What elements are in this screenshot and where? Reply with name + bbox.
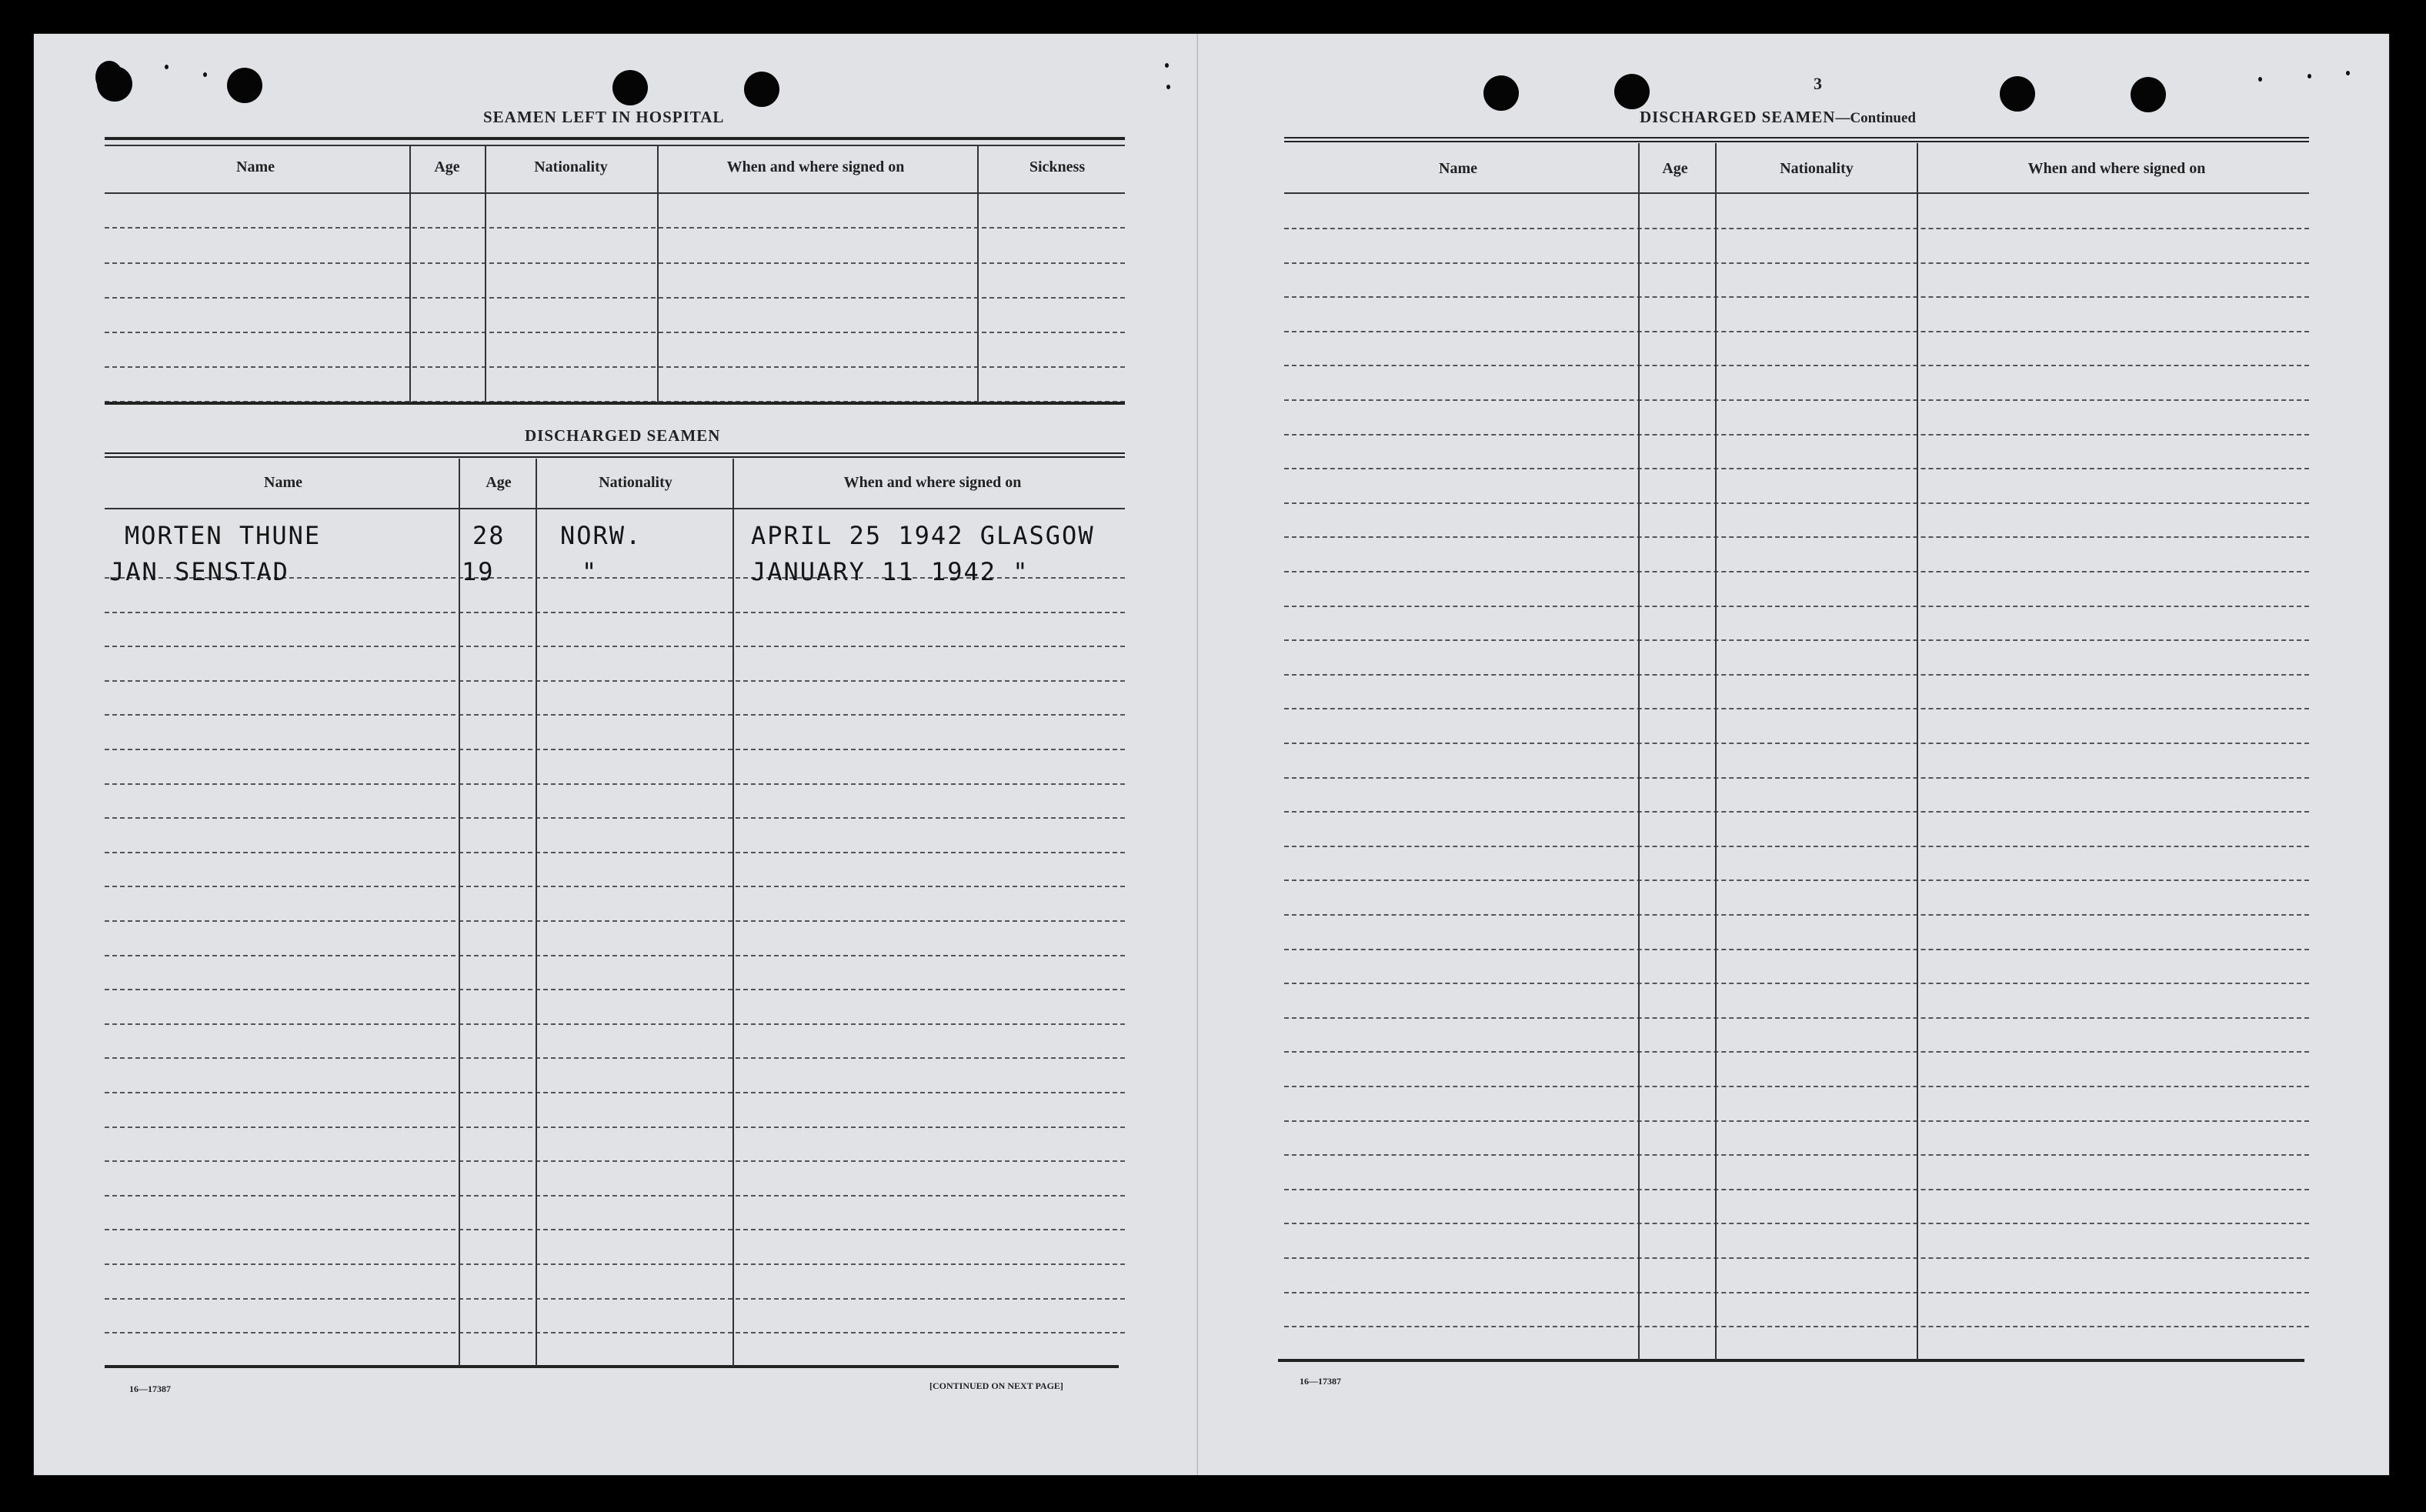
discharged-bottom-rule: [105, 1365, 1119, 1368]
ruled-line: [1284, 846, 2309, 847]
hospital-second-rule: [105, 145, 1125, 146]
right-col-age: Age: [1662, 160, 1688, 177]
ruled-line: [1284, 674, 2309, 676]
hospital-col-divider: [977, 146, 979, 403]
right-col-divider: [1715, 143, 1717, 1360]
ruled-line: [105, 1092, 1125, 1093]
ruled-line: [1284, 1257, 2309, 1259]
ruled-line: [1284, 1292, 2309, 1293]
discharged-row-1-age: 28: [472, 521, 506, 550]
discharged-row-2-signed-on: JANUARY 11 1942 ": [751, 557, 1029, 586]
ruled-line: [105, 1229, 1125, 1230]
hospital-col-nationality: Nationality: [534, 159, 608, 175]
ruled-line: [105, 817, 1125, 819]
ruled-line: [1284, 1189, 2309, 1190]
ruled-line: [1284, 468, 2309, 469]
hospital-row-line: [105, 297, 1125, 299]
right-col-divider: [1917, 143, 1918, 1360]
ruled-line: [1284, 639, 2309, 641]
ruled-line: [105, 714, 1125, 716]
ruled-line: [1284, 606, 2309, 607]
form-number: 16—17387: [1300, 1376, 1341, 1387]
ruled-line: [1284, 949, 2309, 950]
ruled-line: [1284, 1223, 2309, 1224]
hospital-row-line: [105, 227, 1125, 229]
ruled-line: [1284, 914, 2309, 916]
discharged-row-1-nationality: NORW.: [560, 521, 642, 550]
ruled-line: [105, 1126, 1125, 1128]
discharged-continued-title: [1640, 108, 1916, 127]
ruled-line: [105, 886, 1125, 887]
punch-hole: [227, 68, 262, 103]
ruled-line: [1284, 777, 2309, 779]
hospital-section-title: SEAMEN LEFT IN HOSPITAL: [483, 108, 725, 126]
hospital-col-age: Age: [434, 159, 460, 175]
ruled-line: [1284, 571, 2309, 572]
ink-speck: [1166, 85, 1170, 89]
ruled-line: [105, 1160, 1125, 1162]
form-number: 16—17387: [129, 1383, 171, 1394]
ruled-line: [1284, 708, 2309, 709]
hospital-row-line: [105, 262, 1125, 264]
hospital-col-divider: [409, 146, 411, 403]
ink-speck: [2258, 77, 2262, 82]
discharged-row-1-signed-on: APRIL 25 1942 GLASGOW: [751, 521, 1095, 550]
ruled-line: [1284, 743, 2309, 744]
ruled-line: [1284, 536, 2309, 538]
ruled-line: [1284, 434, 2309, 436]
ruled-line: [105, 955, 1125, 956]
ruled-line: [1284, 365, 2309, 366]
discharged-section-title: DISCHARGED SEAMEN: [525, 426, 721, 445]
right-col-signed-on: When and where signed on: [2027, 160, 2206, 177]
ruled-line: [105, 852, 1125, 853]
punch-hole: [612, 70, 648, 105]
discharged-row-2-name: JAN SENSTAD: [109, 557, 289, 586]
right-bottom-rule: [1278, 1359, 2304, 1362]
ruled-line: [1284, 1326, 2309, 1327]
ruled-line: [105, 1195, 1125, 1197]
ruled-line: [105, 749, 1125, 750]
punch-hole: [1483, 75, 1519, 111]
ruled-line: [1284, 262, 2309, 264]
ruled-line: [1284, 1086, 2309, 1087]
continued-note: [CONTINUED ON NEXT PAGE]: [929, 1380, 1063, 1391]
hospital-col-name: Name: [236, 159, 275, 175]
punch-hole: [2000, 76, 2035, 112]
punch-hole: [2131, 77, 2166, 112]
ruled-line: [105, 1263, 1125, 1265]
punch-hole: [1614, 74, 1650, 109]
discharged-col-signed-on: When and where signed on: [843, 474, 1022, 491]
discharged-col-divider: [732, 459, 734, 1367]
ink-speck: [2308, 74, 2311, 78]
ruled-line: [1284, 811, 2309, 813]
ruled-line: [105, 1298, 1125, 1300]
hospital-col-divider: [485, 146, 486, 403]
left-page: [34, 34, 1198, 1475]
ruled-line: [105, 1057, 1125, 1059]
ruled-line: [1284, 1154, 2309, 1156]
ruled-line: [1284, 1120, 2309, 1122]
discharged-col-name: Name: [264, 474, 302, 491]
ruled-line: [1284, 983, 2309, 984]
page-number: 3: [1814, 74, 1822, 93]
ruled-line: [1284, 296, 2309, 298]
right-header-rule: [1284, 192, 2309, 194]
hospital-col-divider: [657, 146, 659, 403]
hospital-col-signed-on: When and where signed on: [726, 159, 905, 175]
punch-hole: [95, 61, 123, 93]
title-text: DISCHARGED SEAMEN: [1640, 108, 1836, 126]
hospital-top-rule: [105, 137, 1125, 140]
right-col-divider: [1638, 143, 1640, 1360]
ruled-line: [105, 1332, 1125, 1333]
discharged-row-2-nationality: ": [582, 557, 599, 586]
ink-speck: [165, 65, 169, 69]
hospital-row-line: [105, 366, 1125, 368]
hospital-row-line: [105, 332, 1125, 333]
ruled-line: [105, 612, 1125, 613]
hospital-col-sickness: Sickness: [1029, 159, 1086, 175]
ruled-line: [1284, 502, 2309, 504]
discharged-header-rule: [105, 508, 1125, 509]
discharged-col-divider: [459, 459, 460, 1367]
punch-hole: [744, 72, 779, 107]
ruled-line: [105, 646, 1125, 647]
discharged-col-nationality: Nationality: [599, 474, 672, 491]
hospital-bottom-rule: [105, 402, 1125, 405]
ruled-line: [105, 783, 1125, 785]
ruled-line: [1284, 1051, 2309, 1053]
right-col-nationality: Nationality: [1780, 160, 1854, 177]
hospital-header-rule: [105, 192, 1125, 194]
right-col-name: Name: [1439, 160, 1477, 177]
right-page: [1198, 34, 2389, 1475]
discharged-row-2-age: 19: [462, 557, 495, 586]
discharged-top-rule: [105, 452, 1125, 458]
ink-speck: [1165, 63, 1169, 68]
ruled-line: [1284, 879, 2309, 881]
ink-speck: [203, 72, 207, 77]
discharged-col-divider: [536, 459, 537, 1367]
ruled-line: [105, 989, 1125, 990]
ruled-line: [105, 920, 1125, 922]
ruled-line: [105, 1023, 1125, 1025]
right-top-rule: [1284, 137, 2309, 142]
ruled-line: [1284, 228, 2309, 229]
ruled-line: [1284, 331, 2309, 332]
title-continued: —Continued: [1835, 110, 1916, 126]
ruled-line: [1284, 399, 2309, 401]
ruled-line: [1284, 1017, 2309, 1019]
discharged-col-age: Age: [486, 474, 512, 491]
ruled-line: [105, 680, 1125, 682]
ink-speck: [2346, 71, 2350, 75]
discharged-row-1-name: MORTEN THUNE: [125, 521, 322, 550]
